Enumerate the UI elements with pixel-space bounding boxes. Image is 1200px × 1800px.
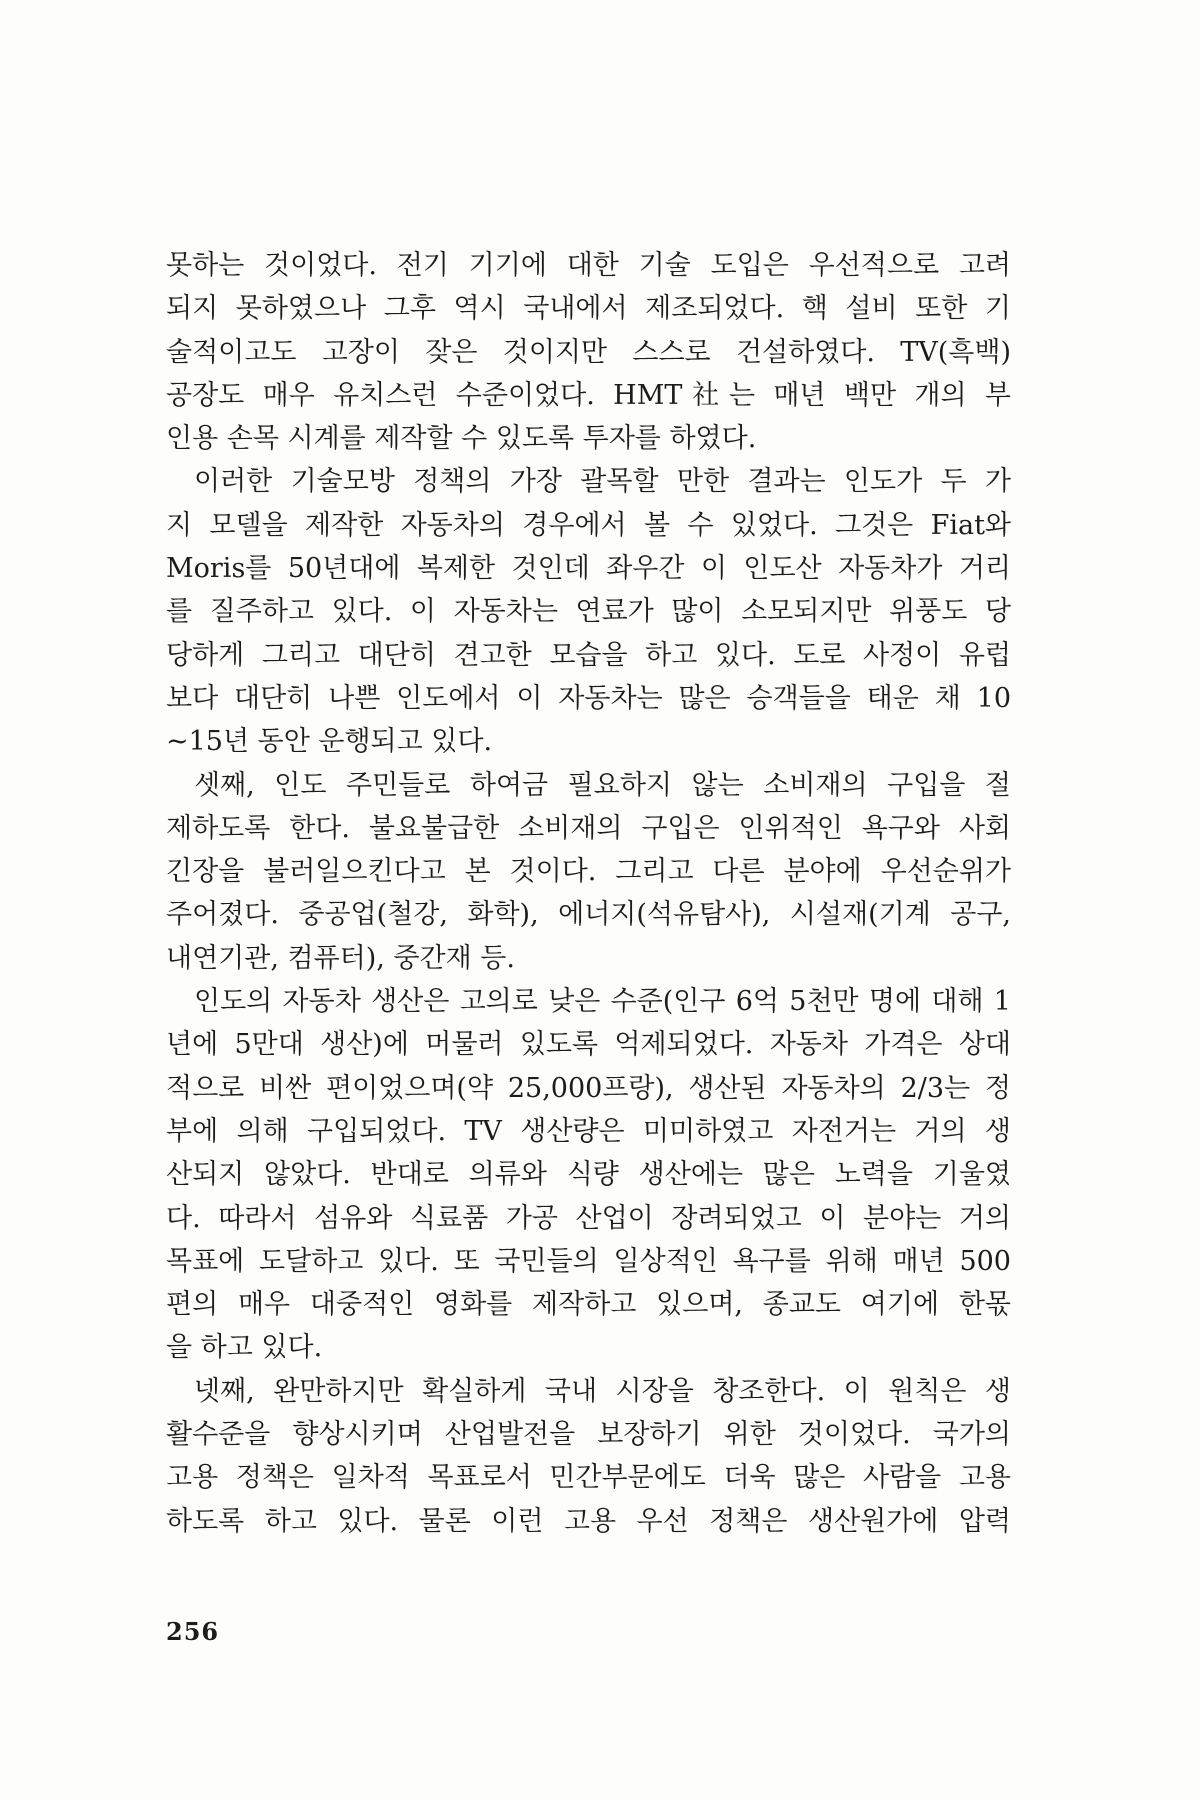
text-line: 산되지 않았다. 반대로 의류와 식량 생산에는 많은 노력을 기울였 [166,1159,1011,1191]
text-line: 당하게 그리고 대단히 견고한 모습을 하고 있다. 도로 사정이 유럽 [166,639,1011,671]
page-number: 256 [166,1617,220,1646]
text-line: 셋째, 인도 주민들로 하여금 필요하지 않는 소비재의 구입을 절 [194,769,1011,801]
text-line: 고용 정책은 일차적 목표로서 민간부문에도 더욱 많은 사람을 고용 [166,1462,1011,1494]
text-line: 활수준을 향상시키며 산업발전을 보장하기 위한 것이었다. 국가의 [166,1419,1011,1451]
text-line: 목표에 도달하고 있다. 또 국민들의 일상적인 욕구를 위해 매년 500 [166,1245,1011,1277]
text-line: 년에 5만대 생산)에 머물러 있도록 억제되었다. 자동차 가격은 상대 [166,1029,1011,1061]
text-line: 되지 못하였으나 그후 역시 국내에서 제조되었다. 핵 설비 또한 기 [166,293,1011,325]
text-line: 내연기관, 컴퓨터), 중간재 등. [166,942,515,974]
text-line: 인도의 자동차 생산은 고의로 낮은 수준(인구 6억 5천만 명에 대해 1 [194,986,1011,1018]
text-line: 을 하고 있다. [166,1332,323,1364]
text-line: 공장도 매우 유치스런 수준이었다. HMT社는 매년 백만 개의 부 [166,379,1011,411]
text-line: 지 모델을 제작한 자동차의 경우에서 볼 수 있었다. 그것은 Fiat와 [166,509,1011,541]
text-line: Moris를 50년대에 복제한 것인데 좌우간 이 인도산 자동차가 거리 [166,553,1011,585]
text-line: 이러한 기술모방 정책의 가장 괄목할 만한 결과는 인도가 두 가 [194,466,1011,498]
text-line: ~15년 동안 운행되고 있다. [166,726,493,758]
text-line: 를 질주하고 있다. 이 자동차는 연료가 많이 소모되지만 위풍도 당 [166,596,1011,628]
text-line: 인용 손목 시계를 제작할 수 있도록 투자를 하였다. [166,423,757,455]
text-line: 주어졌다. 중공업(철강, 화학), 에너지(석유탐사), 시설재(기계 공구, [166,899,1011,931]
text-line: 보다 대단히 나쁜 인도에서 이 자동차는 많은 승객들을 태운 채 10 [166,682,1011,714]
text-line: 술적이고도 고장이 잦은 것이지만 스스로 건설하였다. TV(흑백) [166,336,1011,368]
text-line: 제하도록 한다. 불요불급한 소비재의 구입은 인위적인 욕구와 사회 [166,812,1011,844]
text-line: 다. 따라서 섬유와 식료품 가공 산업이 장려되었고 이 분야는 거의 [166,1202,1011,1234]
text-line: 긴장을 불러일으킨다고 본 것이다. 그리고 다른 분야에 우선순위가 [166,856,1011,888]
text-line: 부에 의해 구입되었다. TV 생산량은 미미하였고 자전거는 거의 생 [166,1115,1011,1147]
body-text [166,244,1011,1543]
text-line: 적으로 비싼 편이었으며(약 25,000프랑), 생산된 자동차의 2/3는 정 [166,1072,1011,1104]
text-line: 못하는 것이었다. 전기 기기에 대한 기술 도입은 우선적으로 고려 [166,250,1011,281]
text-line: 하도록 하고 있다. 물론 이런 고용 우선 정책은 생산원가에 압력 [166,1505,1011,1537]
text-line: 편의 매우 대중적인 영화를 제작하고 있으며, 종교도 여기에 한몫 [166,1289,1011,1321]
text-line: 넷째, 완만하지만 확실하게 국내 시장을 창조한다. 이 원칙은 생 [194,1375,1011,1407]
